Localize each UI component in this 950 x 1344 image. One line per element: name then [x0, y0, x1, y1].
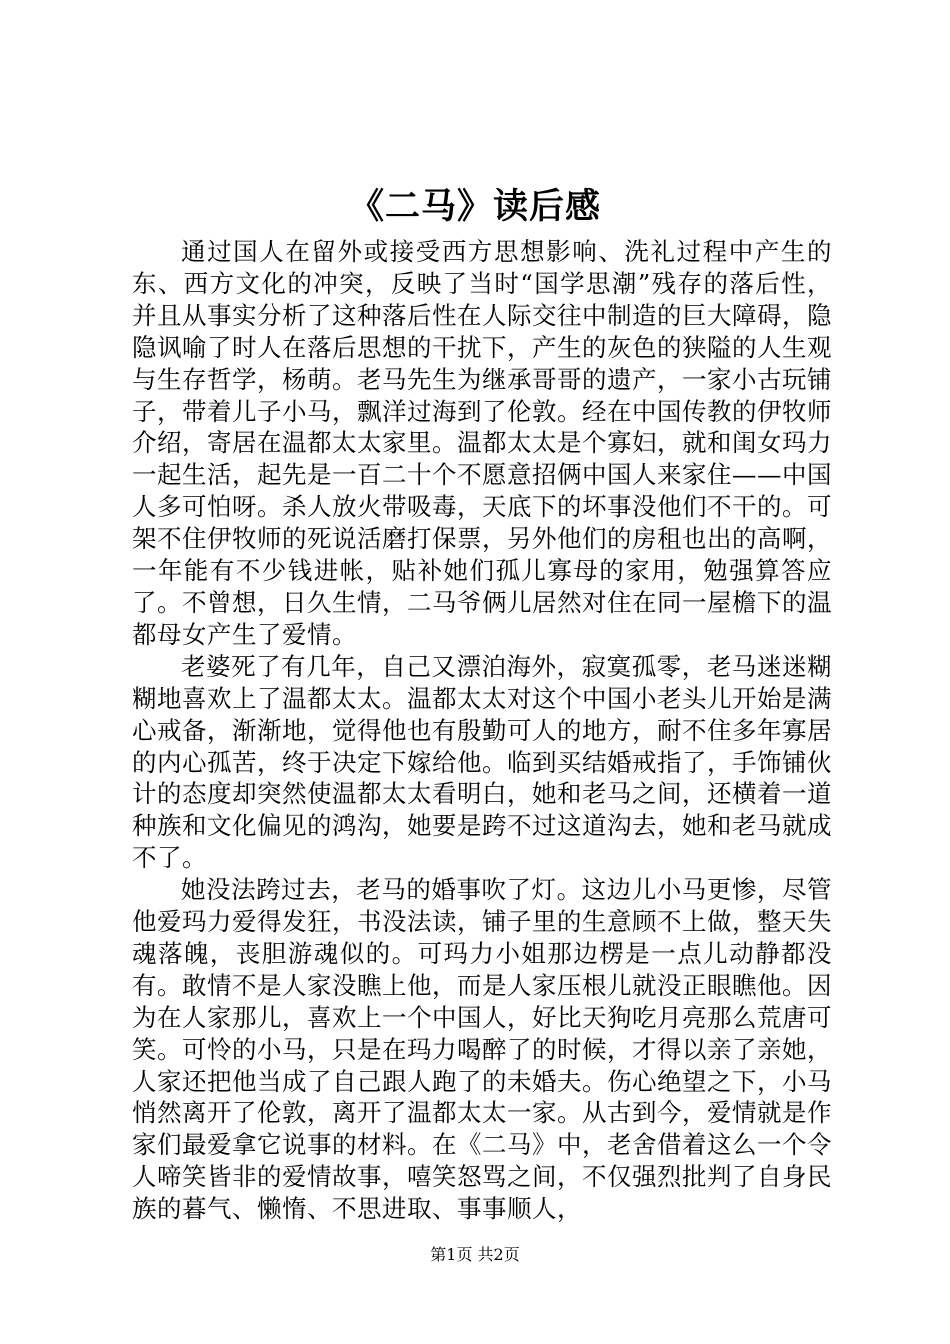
paragraph-3: 她没法跨过去，老马的婚事吹了灯。这边儿小马更惨，尽管他爱玛力爱得发狂，书没法读，铺子里的生意顾不上做，整天失魂落魄，丧胆游魂似的。可玛力小姐那边楞是一点儿动静都没有。敢情不是人家没瞧上他，而是人家压根儿就没正眼瞧他。因为在人家那儿，喜欢上一个中国人，好比天狗吃月亮那么荒唐可笑。可怜的小马，只是在玛力喝醉了的时候，才得以亲了亲她，人家还把他当成了自己跟人跑了的未婚夫。伤心绝望之下，小马悄然离开了伦敦，离开了温都太太一家。从古到今，爱情就是作家们最爱拿它说事的材料。在《二马》中，老舍借着这么一个令人啼笑皆非的爱情故事，嘻笑怒骂之间，不仅强烈批判了自身民族的暮气、懒惰、不思进取、事事顺人，	[132, 875, 832, 1224]
document-body	[132, 236, 832, 1225]
document-title: 《二马》读后感	[348, 186, 601, 227]
paragraph-1: 通过国人在留外或接受西方思想影响、洗礼过程中产生的东、西方文化的冲突，反映了当时“国学思潮”残存的落后性，并且从事实分析了这种落后性在人际交往中制造的巨大障碍，隐隐讽喻了时人在落后思想的干扰下，产生的灰色的狭隘的人生观与生存哲学，杨萌。老马先生为继承哥哥的遗产，一家小古玩铺子，带着儿子小马，飘洋过海到了伦敦。经在中国传教的伊牧师介绍，寄居在温都太太家里。温都太太是个寡妇，就和闺女玛力一起生活，起先是一百二十个不愿意招俩中国人来家住——中国人多可怕呀。杀人放火带吸毒，天底下的坏事没他们不干的。可架不住伊牧师的死说活磨打保票，另外他们的房租也出的高啊，一年能有不少钱进帐，贴补她们孤儿寡母的家用，勉强算答应了。不曾想，日久生情，二马爷俩儿居然对住在同一屋檐下的温都母女产生了爱情。	[132, 237, 832, 649]
page-footer: 第1页 共2页	[430, 1245, 520, 1264]
paragraph-2: 老婆死了有几年，自己又漂泊海外，寂寞孤零，老马迷迷糊糊地喜欢上了温都太太。温都太太对这个中国小老头儿开始是满心戒备，渐渐地，觉得他也有殷勤可人的地方，耐不住多年寡居的内心孤苦，终于决定下嫁给他。临到买结婚戒指了，手饰铺伙计的态度却突然使温都太太看明白，她和老马之间，还横着一道种族和文化偏见的鸿沟，她要是跨不过这道沟去，她和老马就成不了。	[132, 651, 832, 873]
